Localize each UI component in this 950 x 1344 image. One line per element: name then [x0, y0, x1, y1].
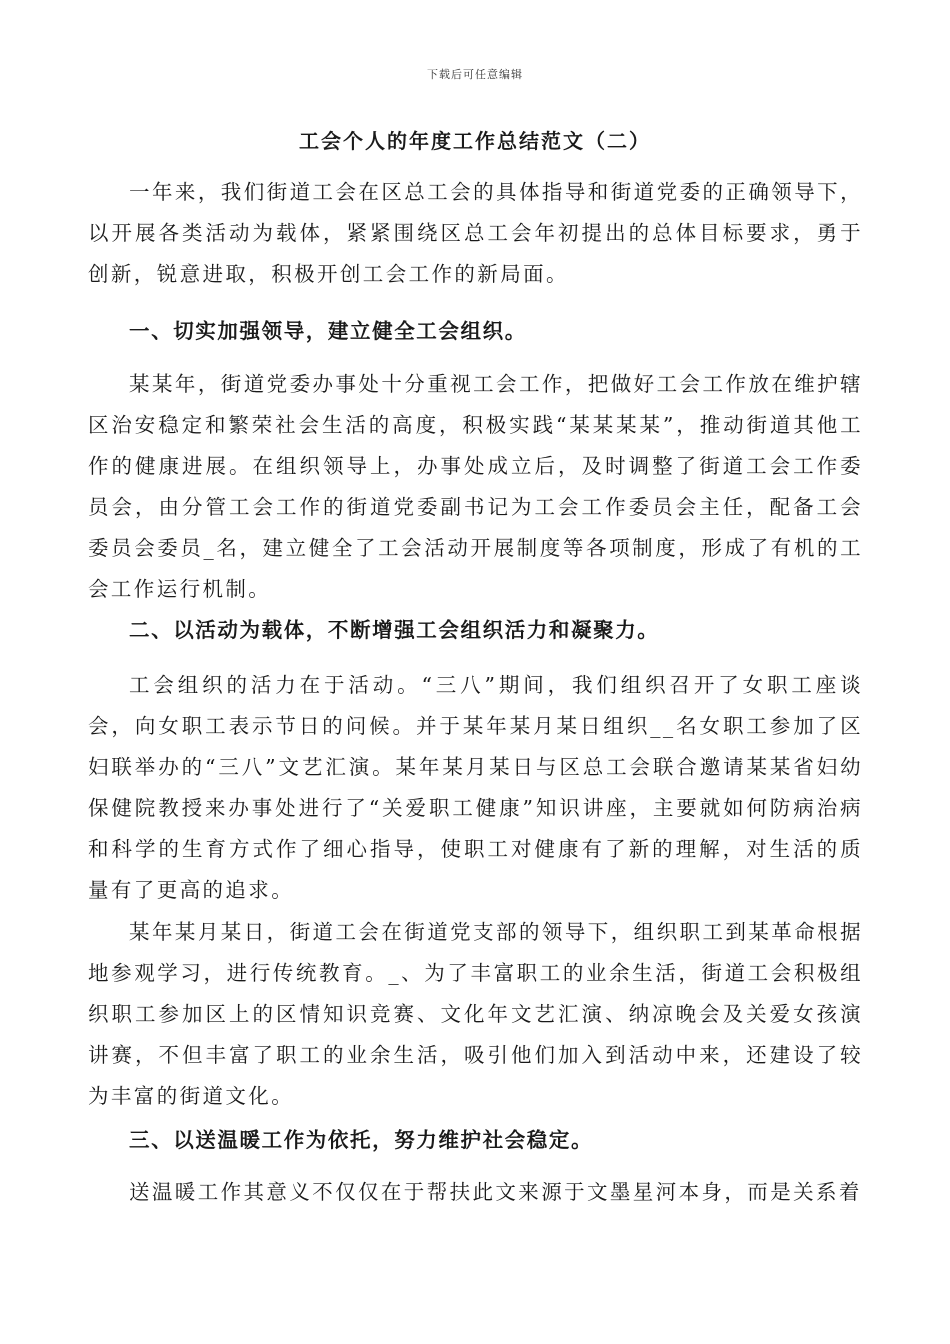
header-note: 下载后可任意编辑: [427, 68, 523, 81]
section-1-heading-block: [88, 311, 863, 352]
section-2-body-1: [88, 665, 863, 911]
section-2-heading-block: [88, 610, 863, 651]
intro-block: [88, 172, 863, 295]
section-2-body-2: [88, 912, 863, 1117]
section-paragraph: 某年某月某日，街道工会在街道党支部的领导下，组织职工到某革命根据地参观学习，进行传统教育。_、为了丰富职工的业余生活，街道工会积极组织职工参加区上的区情知识竞赛、文化年文艺汇演、纳凉晚会及关爱女孩演讲赛，不但丰富了职工的业余生活，吸引他们加入到活动中来，还建设了较为丰富的街道文化。: [88, 920, 863, 1108]
section-3-body: [88, 1172, 863, 1213]
section-paragraph: 送温暖工作其意义不仅仅在于帮扶此文来源于文墨星河本身，而是关系着: [129, 1180, 862, 1204]
section-heading: 二、以活动为载体，不断增强工会组织活力和凝聚力。: [129, 618, 660, 642]
document-title: 工会个人的年度工作总结范文（二）: [299, 129, 651, 153]
section-paragraph: 某某年，街道党委办事处十分重视工会工作，把做好工会工作放在维护辖区治安稳定和繁荣社会生活的高度，积极实践“某某某某”，推动街道其他工作的健康进展。在组织领导上，办事处成立后，及时调整了街道工会工作委员会，由分管工会工作的街道党委副书记为工会工作委员会主任，配备工会委员会委员_名，建立健全了工会活动开展制度等各项制度，形成了有机的工会工作运行机制。: [88, 372, 863, 601]
section-3-heading-block: [88, 1120, 863, 1161]
section-heading: 一、切实加强领导，建立健全工会组织。: [129, 319, 527, 343]
intro-paragraph: 一年来，我们街道工会在区总工会的具体指导和街道党委的正确领导下，以开展各类活动为载体，紧紧围绕区总工会年初提出的总体目标要求，勇于创新，锐意进取，积极开创工会工作的新局面。: [88, 180, 863, 286]
section-heading: 三、以送温暖工作为依托，努力维护社会稳定。: [129, 1128, 594, 1152]
section-paragraph: 工会组织的活力在于活动。“三八”期间，我们组织召开了女职工座谈会，向女职工表示节日的问候。并于某年某月某日组织__名女职工参加了区妇联举办的“三八”文艺汇演。某年某月某日与区总工会联合邀请某某省妇幼保健院教授来办事处进行了“关爱职工健康”知识讲座，主要就如何防病治病和科学的生育方式作了细心指导，使职工对健康有了新的理解，对生活的质量有了更高的追求。: [88, 673, 863, 902]
section-1-body: [88, 364, 863, 610]
